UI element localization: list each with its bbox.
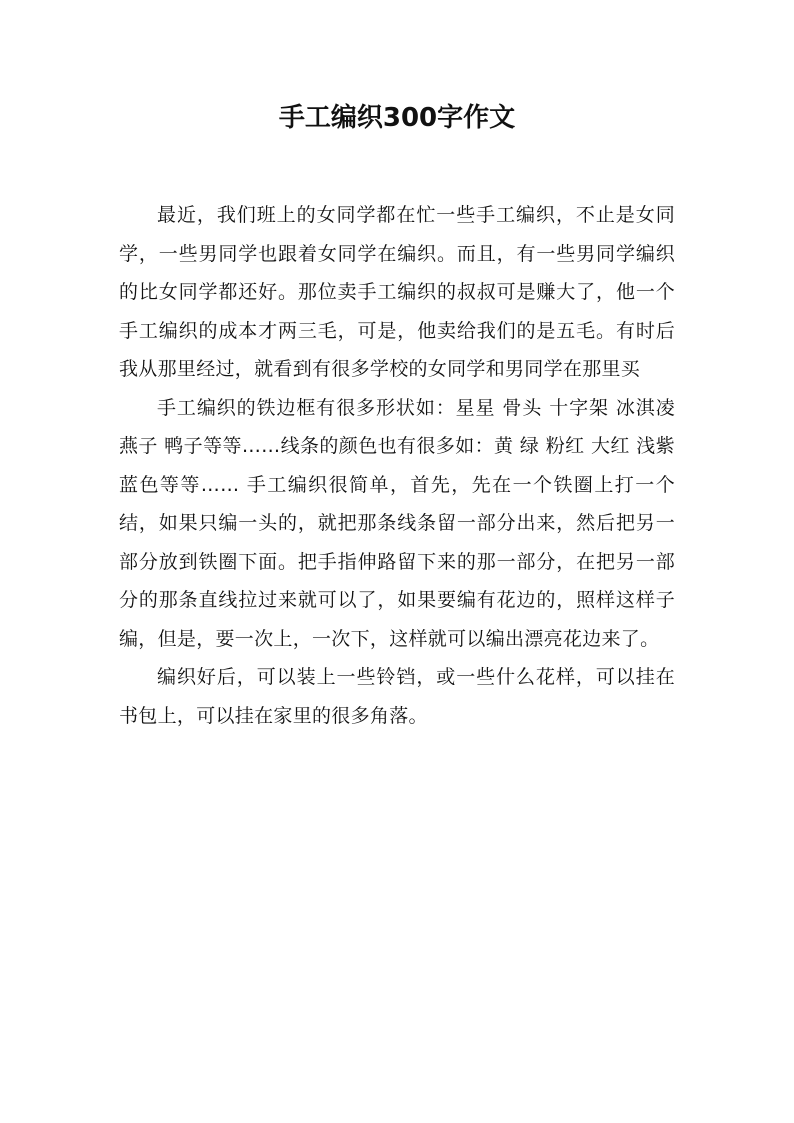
document-body [119,196,675,735]
document-title: 手工编织300字作文 [278,103,516,133]
paragraph-1: 最近，我们班上的女同学都在忙一些手工编织，不止是女同学，一些男同学也跟着女同学在编织。而且，有一些男同学编织的比女同学都还好。那位卖手工编织的叔叔可是赚大了，他一个手工编织的成本才两三毛，可是，他卖给我们的是五毛。有时后我从那里经过，就看到有很多学校的女同学和男同学在那里买 [119,204,675,380]
paragraph-3: 编织好后，可以装上一些铃铛，或一些什么花样，可以挂在书包上，可以挂在家里的很多角落。 [119,666,675,727]
paragraph-2: 手工编织的铁边框有很多形状如：星星 骨头 十字架 冰淇凌 燕子 鸭子等等……线条的颜色也有很多如：黄 绿 粉红 大红 浅紫 蓝色等等…… 手工编织很简单，首先，先在一个铁圈上打一个结，如果只编一头的，就把那条线条留一部分出来，然后把另一部分放到铁圈下面。把手指伸路留下来的那一部分，在把另一部分的那条直线拉过来就可以了，如果要编有花边的，照样这样子编，但是，要一次上，一次下，这样就可以编出漂亮花边来了。 [119,396,675,650]
